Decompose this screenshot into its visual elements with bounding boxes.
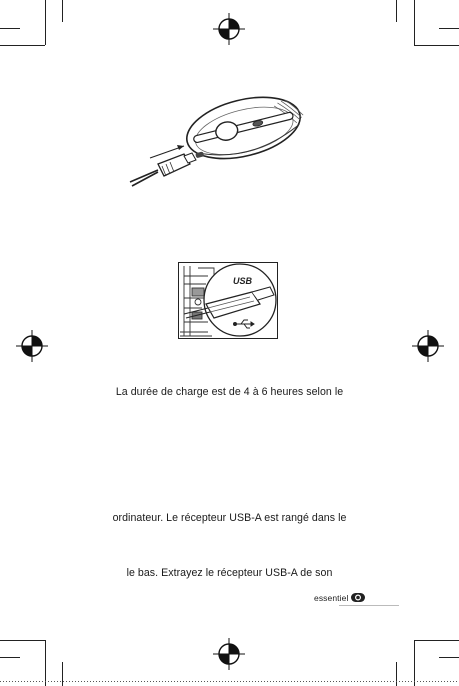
crop-mark [0, 45, 45, 46]
crop-mark [439, 657, 459, 658]
usb-c-cable-icon [130, 153, 196, 186]
crop-mark [414, 0, 415, 45]
crop-mark [62, 662, 63, 686]
body-text-line: La durée de charge est de 4 à 6 heures selon le [115, 386, 344, 398]
brand-name: essentiel [314, 593, 349, 603]
usb-label: USB [233, 276, 253, 286]
crop-mark [0, 640, 45, 641]
crop-mark [414, 640, 459, 641]
crop-mark [45, 0, 46, 45]
page-trim-line [0, 681, 459, 682]
brand-logo-icon [351, 593, 365, 602]
crop-mark [62, 0, 63, 22]
crop-mark [396, 662, 397, 686]
mouse-charging-illustration [128, 86, 328, 196]
crop-mark [45, 640, 46, 686]
body-text-line: le bas. Extrayez le récepteur USB-A de son [126, 567, 333, 579]
crop-mark [0, 28, 20, 29]
body-text-line: ordinateur. Le récepteur USB-A est rangé dans le [112, 512, 347, 524]
registration-mark-icon [213, 638, 245, 670]
registration-mark-icon [16, 330, 48, 362]
registration-mark-icon [213, 13, 245, 45]
crop-mark [0, 657, 20, 658]
brand-underline [339, 605, 399, 606]
crop-mark [396, 0, 397, 22]
crop-mark [439, 28, 459, 29]
crop-mark [414, 640, 415, 686]
crop-mark [414, 45, 459, 46]
registration-mark-icon [412, 330, 444, 362]
mouse-icon [180, 86, 309, 169]
usb-receiver-illustration [178, 262, 278, 340]
